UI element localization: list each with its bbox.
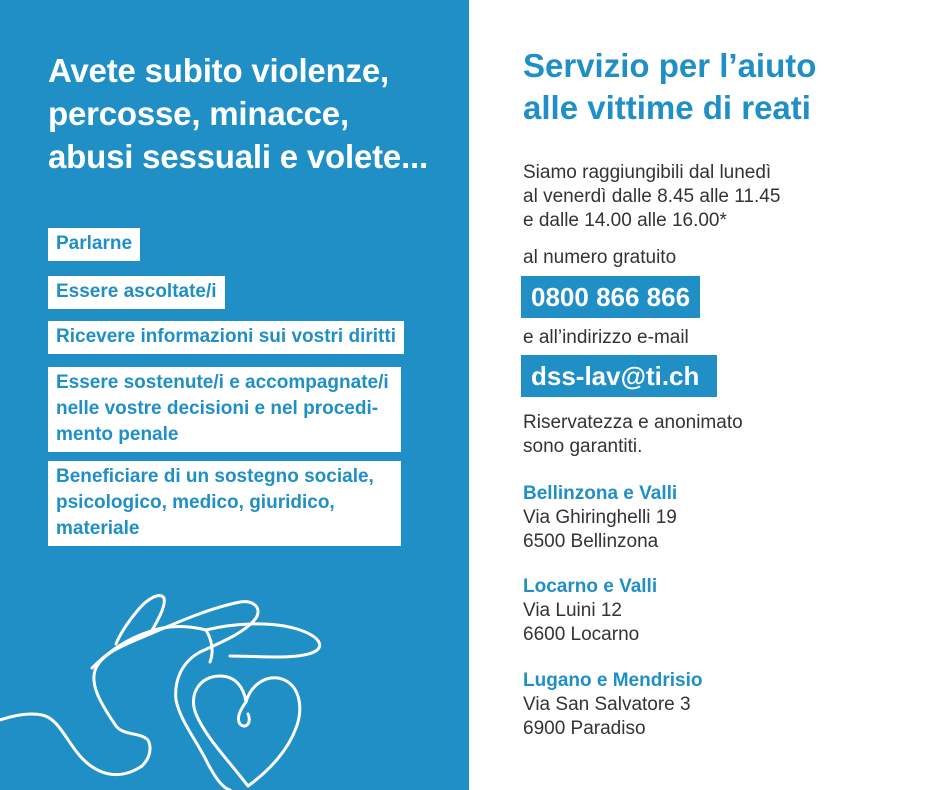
option-text: mento penale bbox=[56, 424, 179, 445]
service-title-line: Servizio per l’aiuto bbox=[523, 47, 817, 84]
email-label: e all’indirizzo e-mail bbox=[523, 327, 689, 348]
right-panel bbox=[469, 0, 938, 790]
option-text: Ricevere informazioni sui vostri diritti bbox=[56, 326, 396, 347]
option-text: Beneficiare di un sostegno sociale, bbox=[56, 466, 374, 487]
office-name: Locarno e Valli bbox=[523, 576, 658, 597]
hours-line: e dalle 14.00 alle 16.00* bbox=[523, 210, 727, 231]
privacy-note bbox=[523, 411, 743, 459]
privacy-line: sono garantiti. bbox=[523, 436, 643, 457]
service-title bbox=[523, 45, 923, 129]
office-lugano bbox=[523, 669, 702, 741]
office-street: Via Ghiringhelli 19 bbox=[523, 507, 677, 528]
office-name: Bellinzona e Valli bbox=[523, 483, 678, 504]
option-be-heard bbox=[48, 276, 225, 309]
left-heading-line: percosse, minacce, bbox=[48, 95, 349, 132]
option-text: Essere sostenute/i e accompagnate/i bbox=[56, 372, 389, 393]
office-bellinzona bbox=[523, 482, 677, 554]
email-address[interactable]: dss-lav@ti.ch bbox=[521, 355, 717, 397]
option-support-decisions bbox=[48, 367, 401, 452]
option-text: Parlarne bbox=[56, 233, 133, 254]
option-text: psicologico, medico, giuridico, bbox=[56, 492, 335, 513]
option-text: Essere ascoltate/i bbox=[56, 281, 217, 302]
hours-line: Siamo raggiungibili dal lunedì bbox=[523, 162, 772, 183]
phone-number[interactable]: 0800 866 866 bbox=[521, 276, 700, 318]
privacy-line: Riservatezza e anonimato bbox=[523, 412, 743, 433]
hand-heart-illustration bbox=[0, 590, 469, 790]
left-heading-line: Avete subito violenze, bbox=[48, 52, 389, 89]
office-city: 6500 Bellinzona bbox=[523, 531, 659, 552]
option-talk bbox=[48, 228, 140, 261]
office-city: 6900 Paradiso bbox=[523, 718, 646, 739]
left-heading bbox=[48, 49, 448, 178]
option-text: nelle vostre decisioni e nel procedi- bbox=[56, 398, 379, 419]
office-locarno bbox=[523, 575, 657, 647]
opening-hours bbox=[523, 161, 780, 233]
office-city: 6600 Locarno bbox=[523, 624, 640, 645]
option-text: materiale bbox=[56, 518, 140, 539]
option-support-services bbox=[48, 461, 401, 546]
phone-label: al numero gratuito bbox=[523, 247, 677, 268]
option-rights-info bbox=[48, 321, 404, 354]
service-title-line: alle vittime di reati bbox=[523, 89, 811, 126]
office-name: Lugano e Mendrisio bbox=[523, 670, 703, 691]
left-heading-line: abusi sessuali e volete... bbox=[48, 138, 428, 175]
office-street: Via Luini 12 bbox=[523, 600, 622, 621]
office-street: Via San Salvatore 3 bbox=[523, 694, 691, 715]
hours-line: al venerdì dalle 8.45 alle 11.45 bbox=[523, 186, 781, 207]
